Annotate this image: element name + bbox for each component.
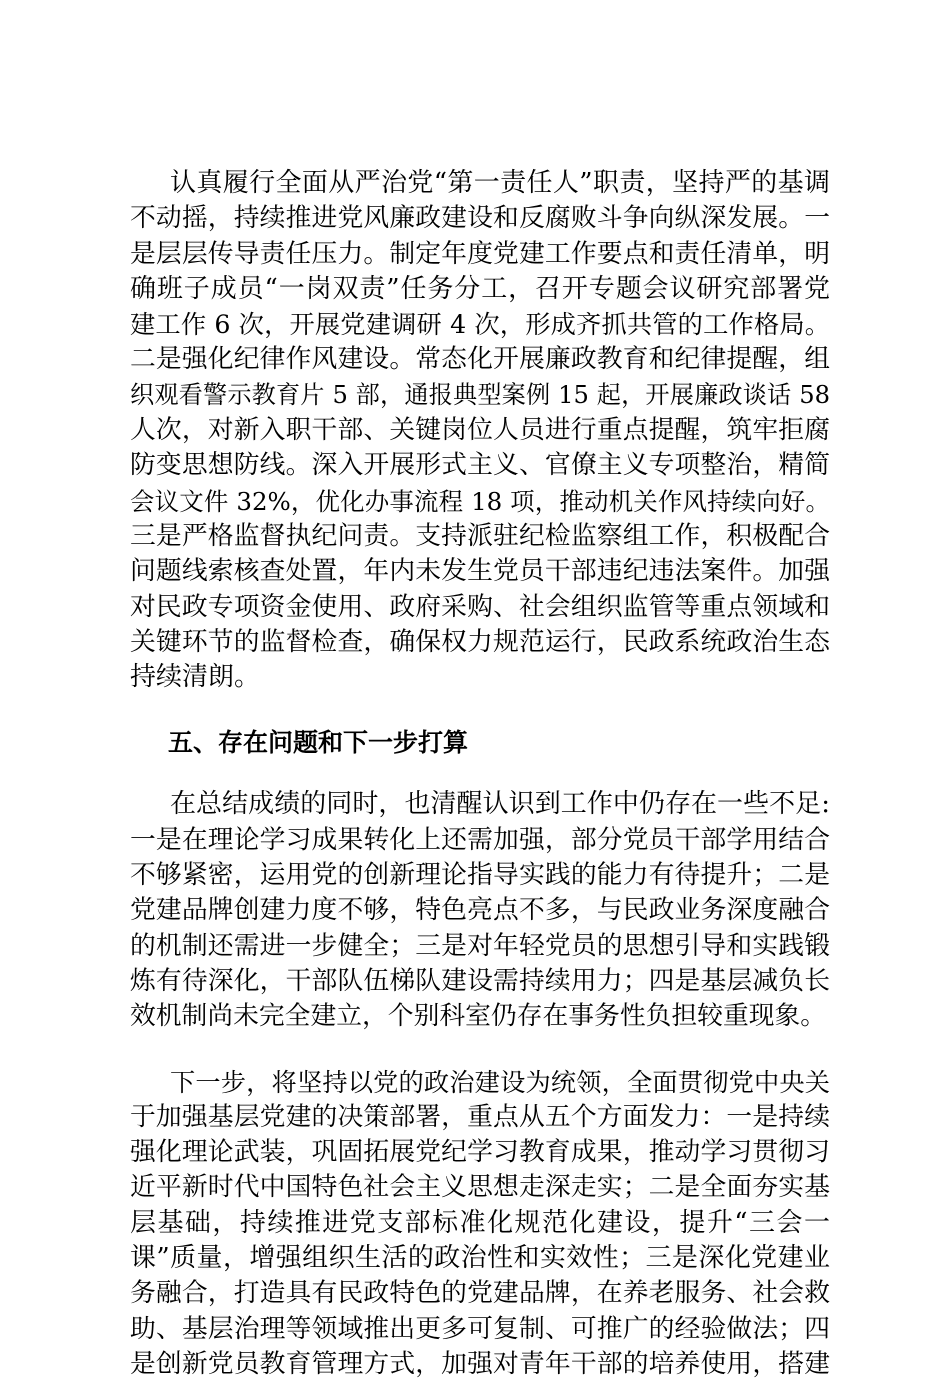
text-line: 务融合，打造具有民政特色的党建品牌，在养老服务、社会救 [130, 1278, 830, 1309]
text-line: 三是严格监督执纪问责。支持派驻纪检监察组工作，积极配合 [130, 520, 830, 551]
text-line: 关键环节的监督检查，确保权力规范运行，民政系统政治生态 [130, 626, 830, 657]
text-line: 建工作 6 次，开展党建调研 4 次，形成齐抓共管的工作格局。 [130, 310, 830, 340]
text-line: 近平新时代中国特色社会主义思想走深走实；二是全面夯实基 [130, 1172, 830, 1203]
text-line: 人次，对新入职干部、关键岗位人员进行重点提醒，筑牢拒腐 [130, 415, 830, 446]
text-line: 是创新党员教育管理方式，加强对青年干部的培养使用，搭建 [130, 1348, 830, 1379]
text-line: 炼有待深化，干部队伍梯队建设需持续用力；四是基层减负长 [130, 965, 830, 996]
text-line: 层基础，持续推进党支部标准化规范化建设，提升“三会一 [130, 1207, 830, 1238]
text-line: 不动摇，持续推进党风廉政建设和反腐败斗争向纵深发展。一 [130, 203, 830, 234]
text-line: 一是在理论学习成果转化上还需加强，部分党员干部学用结合 [130, 824, 830, 855]
document-page [130, 166, 830, 1382]
text-line: 强化理论武装，巩固拓展党纪学习教育成果，推动学习贯彻习 [130, 1137, 830, 1168]
text-line: 不够紧密，运用党的创新理论指导实践的能力有待提升；二是 [130, 860, 830, 891]
text-line: 持续清朗。 [130, 662, 261, 693]
text-line: 党建品牌创建力度不够，特色亮点不多，与民政业务深度融合 [130, 895, 830, 926]
text-line: 问题线索核查处置，年内未发生党员干部违纪违法案件。加强 [130, 556, 830, 587]
text-line: 会议文件 32%，优化办事流程 18 项，推动机关作风持续向好。 [130, 486, 830, 516]
paragraph-discipline [130, 166, 830, 695]
paragraph-problems [130, 787, 830, 1034]
paragraph-next-steps [130, 1065, 830, 1382]
text-line: 助、基层治理等领域推出更多可复制、可推广的经验做法；四 [130, 1313, 830, 1344]
text-line: 防变思想防线。深入开展形式主义、官僚主义专项整治，精简 [130, 450, 830, 481]
text-line: 织观看警示教育片 5 部，通报典型案例 15 起，开展廉政谈话 58 [130, 380, 830, 409]
text-line: 认真履行全面从严治党“第一责任人”职责，坚持严的基调 [170, 168, 830, 198]
text-line: 确班子成员“一岗双责”任务分工，召开专题会议研究部署党 [130, 273, 830, 304]
text-line: 对民政专项资金使用、政府采购、社会组织监管等重点领域和 [130, 591, 830, 622]
text-line: 的机制还需进一步健全；三是对年轻党员的思想引导和实践锻 [130, 930, 830, 961]
text-line: 是层层传导责任压力。制定年度党建工作要点和责任清单，明 [130, 238, 830, 269]
text-line: 效机制尚未完全建立，个别科室仍存在事务性负担较重现象。 [130, 1001, 827, 1032]
text-line: 课”质量，增强组织生活的政治性和实效性；三是深化党建业 [130, 1243, 830, 1274]
text-line: 在总结成绩的同时，也清醒认识到工作中仍存在一些不足: [170, 789, 830, 820]
section-heading: 五、存在问题和下一步打算 [168, 728, 469, 758]
text-line: 于加强基层党建的决策部署，重点从五个方面发力：一是持续 [130, 1101, 830, 1132]
text-line: 下一步，将坚持以党的政治建设为统领，全面贯彻党中央关 [170, 1067, 830, 1097]
text-line: 二是强化纪律作风建设。常态化开展廉政教育和纪律提醒，组 [130, 344, 830, 375]
